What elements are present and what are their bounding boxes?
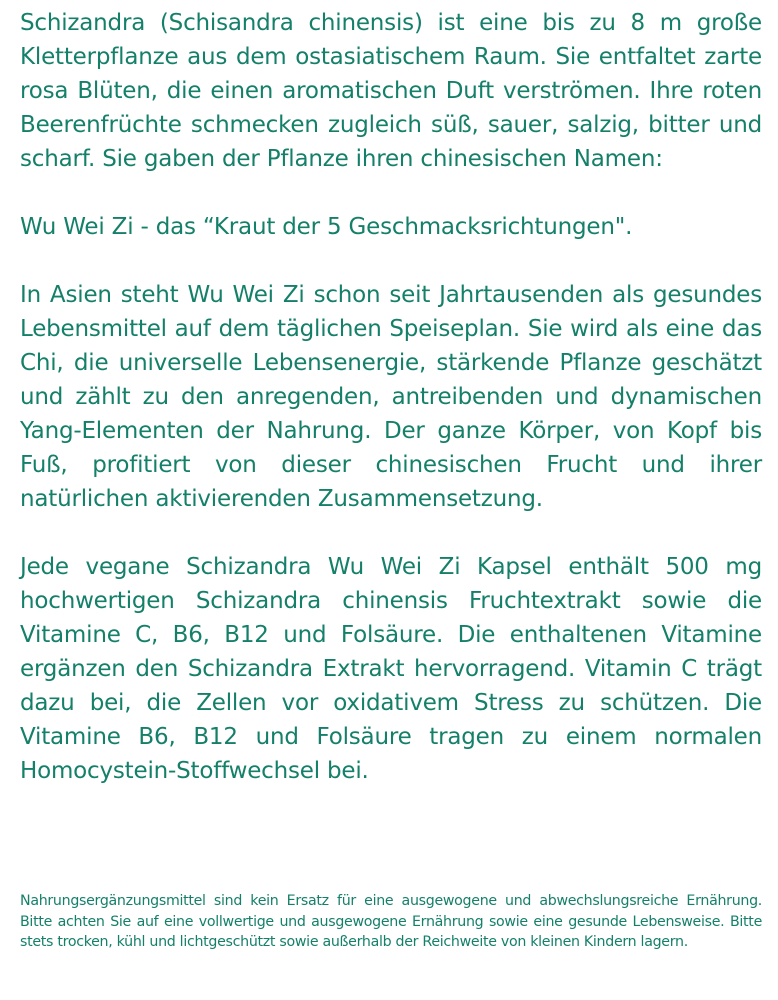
name-meaning-paragraph: Wu Wei Zi - das “Kraut der 5 Geschmacksrichtungen". [20, 214, 633, 240]
supplement-disclaimer: Nahrungsergänzungsmittel sind kein Ersatz für eine ausgewogene und abwechslungsreiche Ernährung. Bitte achten Sie auf eine vollwertige und ausgewogene Ernährung sowie eine gesunde Lebensweise. Bitte stets trocken, kühl und lichtgeschützt sowie außerhalb der Reichweite von kleinen Kindern lagern. [20, 893, 762, 950]
intro-paragraph: Schizandra (Schisandra chinensis) ist eine bis zu 8 m große Kletterpflanze aus dem ostasiatischem Raum. Sie entfaltet zarte rosa Blüten, die einen aromatischen Duft verströmen. Ihre roten Beerenfrüchte schmecken zugleich süß, sauer, salzig, bitter und scharf. Sie gaben der Pflanze ihren chinesischen Namen: [20, 10, 762, 172]
tradition-paragraph: In Asien steht Wu Wei Zi schon seit Jahrtausenden als gesundes Lebensmittel auf dem täglichen Speiseplan. Sie wird als eine das Chi, die universelle Lebensenergie, stärkende Pflanze geschätzt und zählt zu den anregenden, antreibenden und dynamischen Yang-Elementen der Nahrung. Der ganze Körper, von Kopf bis Fuß, profitiert von dieser chinesischen Frucht und ihrer natürlichen aktivierenden Zusammensetzung. [20, 282, 762, 512]
product-description [20, 6, 762, 788]
ingredients-paragraph: Jede vegane Schizandra Wu Wei Zi Kapsel enthält 500 mg hochwertigen Schizandra chinensis Fruchtextrakt sowie die Vitamine C, B6, B12 und Folsäure. Die enthaltenen Vitamine ergänzen den Schizandra Extrakt hervorragend. Vitamin C trägt dazu bei, die Zellen vor oxidativem Stress zu schützen. Die Vitamine B6, B12 und Folsäure tragen zu einem normalen Homocystein-Stoffwechsel bei. [20, 554, 762, 784]
